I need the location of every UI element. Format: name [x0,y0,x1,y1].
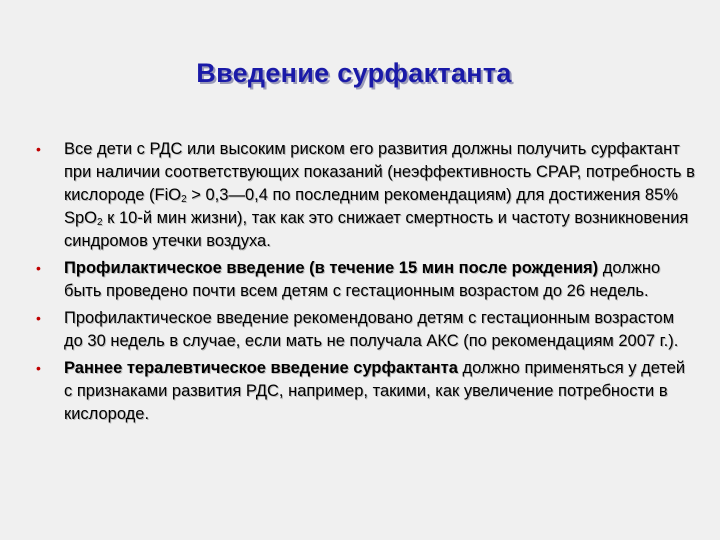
bullet-item-prophylactic [36,257,696,303]
bullet-icon [36,307,41,330]
bullet-item-surfactant-indications [36,138,696,253]
bullet-item-early-therapeutic [36,357,696,426]
bullet-text-part: должно применяться у детей с признаками развития РДС, например, такими, как увеличение потребности в кислороде. [64,359,686,423]
bullet-icon [36,138,41,161]
slide-title: Введение сурфактанта [196,58,512,88]
bullet-icon [36,257,41,280]
bullet-list [36,138,696,430]
bullet-bold-text: Профилактическое введение (в течение 15 мин после рождения) [64,259,599,277]
subscript: 2 [181,194,187,205]
bullet-text-part: > 0,3—0,4 по последним рекомендациям) для достижения 85% SpO [64,186,678,227]
bullet-icon [36,357,41,380]
bullet-text-part: Все дети с РДС или высоким риском его развития должны получить сурфактант при наличии соответствующих показаний (неэффективность СРАР, потребность в кислороде (FiO [64,140,695,204]
subscript: 2 [97,217,103,228]
bullet-item-prophylactic-recommended [36,307,696,353]
bullet-text: Профилактическое введение рекомендовано детям с гестационным возрастом до 30 недель в случае, если мать не получала АКС (по рекомендациям 2007 г.). [64,309,679,350]
bullet-text-part: к 10-й мин жизни), так как это снижает смертность и частоту возникновения синдромов утечки воздуха. [64,209,689,250]
bullet-bold-text: Раннее тералевтическое введение сурфактанта [64,359,458,377]
bullet-text-part: должно быть проведено почти всем детям с гестационным возрастом до 26 недель. [64,259,661,300]
